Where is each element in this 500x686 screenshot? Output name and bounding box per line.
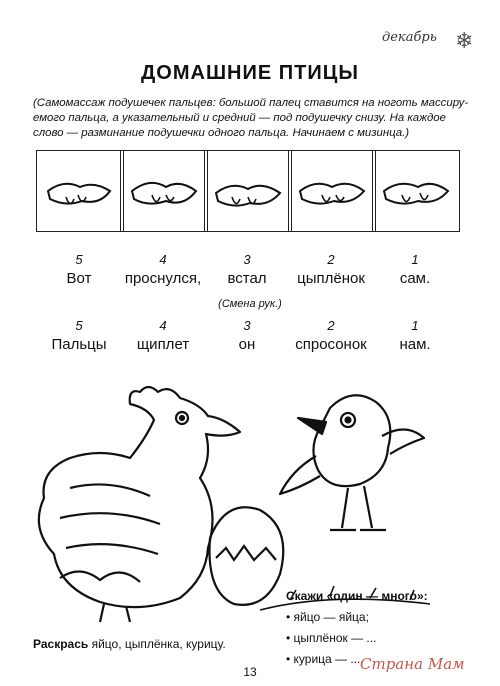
page-number: 13 (243, 665, 257, 679)
exercise-item: • курица — ... (286, 652, 361, 666)
rhyme1-number: 3 (243, 252, 251, 267)
watermark: Страна Мам (360, 655, 465, 673)
rhyme2-number: 5 (75, 318, 83, 333)
hand-box-2 (120, 150, 208, 232)
hand-box-5 (372, 150, 460, 232)
hen-drawing (39, 387, 240, 622)
hand-massage-icon (44, 161, 116, 221)
month-label: декабрь (382, 30, 437, 45)
rhyme2-word: щиплет (136, 336, 190, 353)
hand-massage-icon (296, 161, 368, 221)
hand-box-4 (288, 150, 376, 232)
rhyme2-word: он (238, 336, 256, 353)
rhyme1-word: проснулся, (124, 270, 202, 287)
exercise-item: • цыплёнок — ... (286, 631, 377, 645)
hand-massage-icon (128, 161, 200, 221)
rhyme2-number: 1 (411, 318, 419, 333)
exercise-title: Скажи «один — много»: (286, 589, 428, 603)
change-hands-note: (Смена рук.) (218, 298, 282, 310)
hand-box-1 (36, 150, 124, 232)
rhyme2-number: 3 (243, 318, 251, 333)
exercise-item: • яйцо — яйца; (286, 610, 369, 624)
coloring-task (33, 637, 226, 651)
rhyme1-word: встал (227, 270, 267, 287)
rhyme2-number: 2 (327, 318, 335, 333)
rhyme1-word: Вот (66, 270, 92, 287)
coloring-task-text: яйцо, цыплёнка, курицу. (88, 637, 226, 651)
rhyme2-word: спросонок (295, 336, 367, 353)
page-title: ДОМАШНИЕ ПТИЦЫ (141, 62, 359, 84)
snowflake-icon: ❄ (455, 28, 474, 53)
hand-massage-icon (380, 161, 452, 221)
hand-box-3 (204, 150, 292, 232)
hand-massage-icon (212, 161, 284, 221)
rhyme1-word: цыплёнок (297, 270, 365, 287)
instructions-text: (Самомассаж подушечек пальцев: большой палец ставится на ноготь массиру-емого пальца, а указательный и средний — под подушечку снизу. На каждое слово — разминание подушечки одного пальца. Начинаем с мизинца.) (33, 97, 469, 139)
rhyme2-word: Пальцы (51, 336, 107, 353)
rhyme1-word: сам. (399, 270, 431, 287)
rhyme1-number: 1 (411, 252, 419, 267)
rhyme2-word: нам. (399, 336, 431, 353)
chick-drawing (280, 395, 424, 530)
rhyme2-number: 4 (159, 318, 167, 333)
coloring-task-verb: Раскрась (33, 637, 89, 651)
rhyme1-number: 4 (159, 252, 167, 267)
rhyme1-number: 5 (75, 252, 83, 267)
rhyme1-number: 2 (327, 252, 335, 267)
egg-drawing (210, 507, 284, 605)
